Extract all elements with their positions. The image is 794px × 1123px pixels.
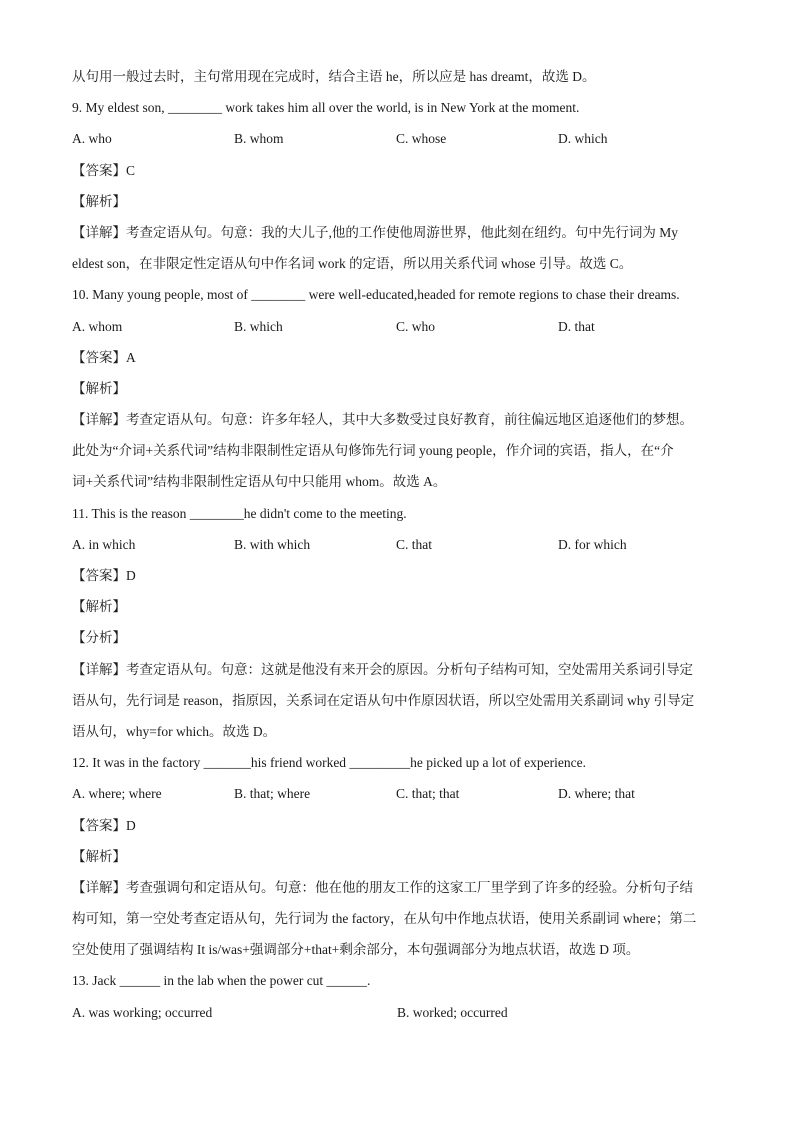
- detail-line: 【详解】考查定语从句。句意：许多年轻人，其中大多数受过良好教育，前往偏远地区追逐他们的梦想。: [72, 412, 693, 428]
- detail-line: 词+关系代词”结构非限制性定语从句中只能用 whom。故选 A。: [72, 474, 447, 490]
- question-stem: 11. This is the reason ________he didn't come to the meeting.: [72, 505, 407, 521]
- detail-line: 此处为“介词+关系代词”结构非限制性定语从句修饰先行词 young people，作介词的宾语，指人，在“介: [72, 443, 674, 459]
- answer-tag: 【答案】: [72, 817, 126, 833]
- options-row: [72, 314, 722, 345]
- analysis-tag: 【解析】: [72, 380, 126, 396]
- document-page: [72, 64, 722, 1031]
- detail-line: 【详解】考查强调句和定语从句。句意：他在他的朋友工作的这家工厂里学到了许多的经验。分析句子结: [72, 879, 693, 895]
- question-13: [72, 968, 722, 1030]
- analysis-tag: 【解析】: [72, 848, 126, 864]
- question-stem: 10. Many young people, most of ________ were well-educated,headed for remote regions to chase their dreams.: [72, 287, 680, 303]
- option-c: C. who: [396, 318, 436, 334]
- answer-line: [72, 813, 722, 844]
- detail-line: 【详解】考查定语从句。句意：我的大儿子,他的工作使他周游世界，他此刻在纽约。句中先行词为 My: [72, 224, 679, 240]
- answer-value: D: [126, 817, 136, 833]
- detail-line: 构可知，第一空处考查定语从句，先行词为 the factory，在从句中作地点状语，使用关系副词 where；第二: [72, 911, 697, 927]
- option-a: A. whom: [72, 318, 123, 334]
- options-row: [72, 781, 722, 812]
- option-a: A. where; where: [72, 786, 162, 802]
- option-c: C. whose: [396, 131, 447, 147]
- option-a: A. in which: [72, 536, 136, 552]
- option-c: C. that; that: [396, 786, 460, 802]
- option-b: B. with which: [234, 536, 311, 552]
- option-d: D. which: [558, 131, 608, 147]
- question-11: [72, 501, 722, 751]
- question-stem: 9. My eldest son, ________ work takes him all over the world, is in New York at the moment.: [72, 100, 580, 116]
- answer-value: A: [126, 349, 136, 365]
- answer-line: [72, 158, 722, 189]
- option-a: A. who: [72, 131, 112, 147]
- answer-tag: 【答案】: [72, 349, 126, 365]
- answer-line: [72, 345, 722, 376]
- detail-line: eldest son，在非限定性定语从句中作名词 work 的定语，所以用关系代词 whose 引导。故选 C。: [72, 256, 633, 272]
- option-b: B. that; where: [234, 786, 311, 802]
- detail-line: 语从句，why=for which。故选 D。: [72, 723, 277, 739]
- detail-line: 空处使用了强调结构 It is/was+强调部分+that+剩余部分，本句强调部分为地点状语，故选 D 项。: [72, 942, 640, 958]
- question-12: [72, 750, 722, 968]
- question-stem: 12. It was in the factory _______his friend worked _________he picked up a lot of experience.: [72, 755, 586, 771]
- options-row: [72, 126, 722, 157]
- option-b: B. which: [234, 318, 283, 334]
- question-10: [72, 282, 722, 500]
- answer-line: [72, 563, 722, 594]
- answer-tag: 【答案】: [72, 162, 126, 178]
- option-c: C. that: [396, 536, 432, 552]
- option-b: B. worked; occurred: [397, 1004, 508, 1020]
- detail-line: 语从句，先行词是 reason，指原因，关系词在定语从句中作原因状语，所以空处需用关系副词 why 引导定: [72, 692, 695, 708]
- extra-tag: 【分析】: [72, 630, 126, 646]
- option-d: D. for which: [558, 536, 627, 552]
- option-d: D. that: [558, 318, 595, 334]
- analysis-tag: 【解析】: [72, 599, 126, 615]
- question-9: [72, 95, 722, 282]
- option-d: D. where; that: [558, 786, 635, 802]
- answer-value: C: [126, 162, 136, 178]
- option-b: B. whom: [234, 131, 284, 147]
- option-a: A. was working; occurred: [72, 1004, 213, 1020]
- answer-tag: 【答案】: [72, 568, 126, 583]
- analysis-tag: 【解析】: [72, 193, 126, 209]
- options-row: [72, 1000, 722, 1031]
- intro-text: 从句用一般过去时，主句常用现在完成时，结合主语 he，所以应是 has dreamt，故选 D。: [72, 69, 596, 84]
- detail-line: 【详解】考查定语从句。句意：这就是他没有来开会的原因。分析句子结构可知，空处需用关系词引导定: [72, 661, 693, 677]
- options-row: [72, 532, 722, 563]
- question-stem: 13. Jack ______ in the lab when the power cut ______.: [72, 973, 371, 989]
- answer-value: D: [126, 568, 136, 583]
